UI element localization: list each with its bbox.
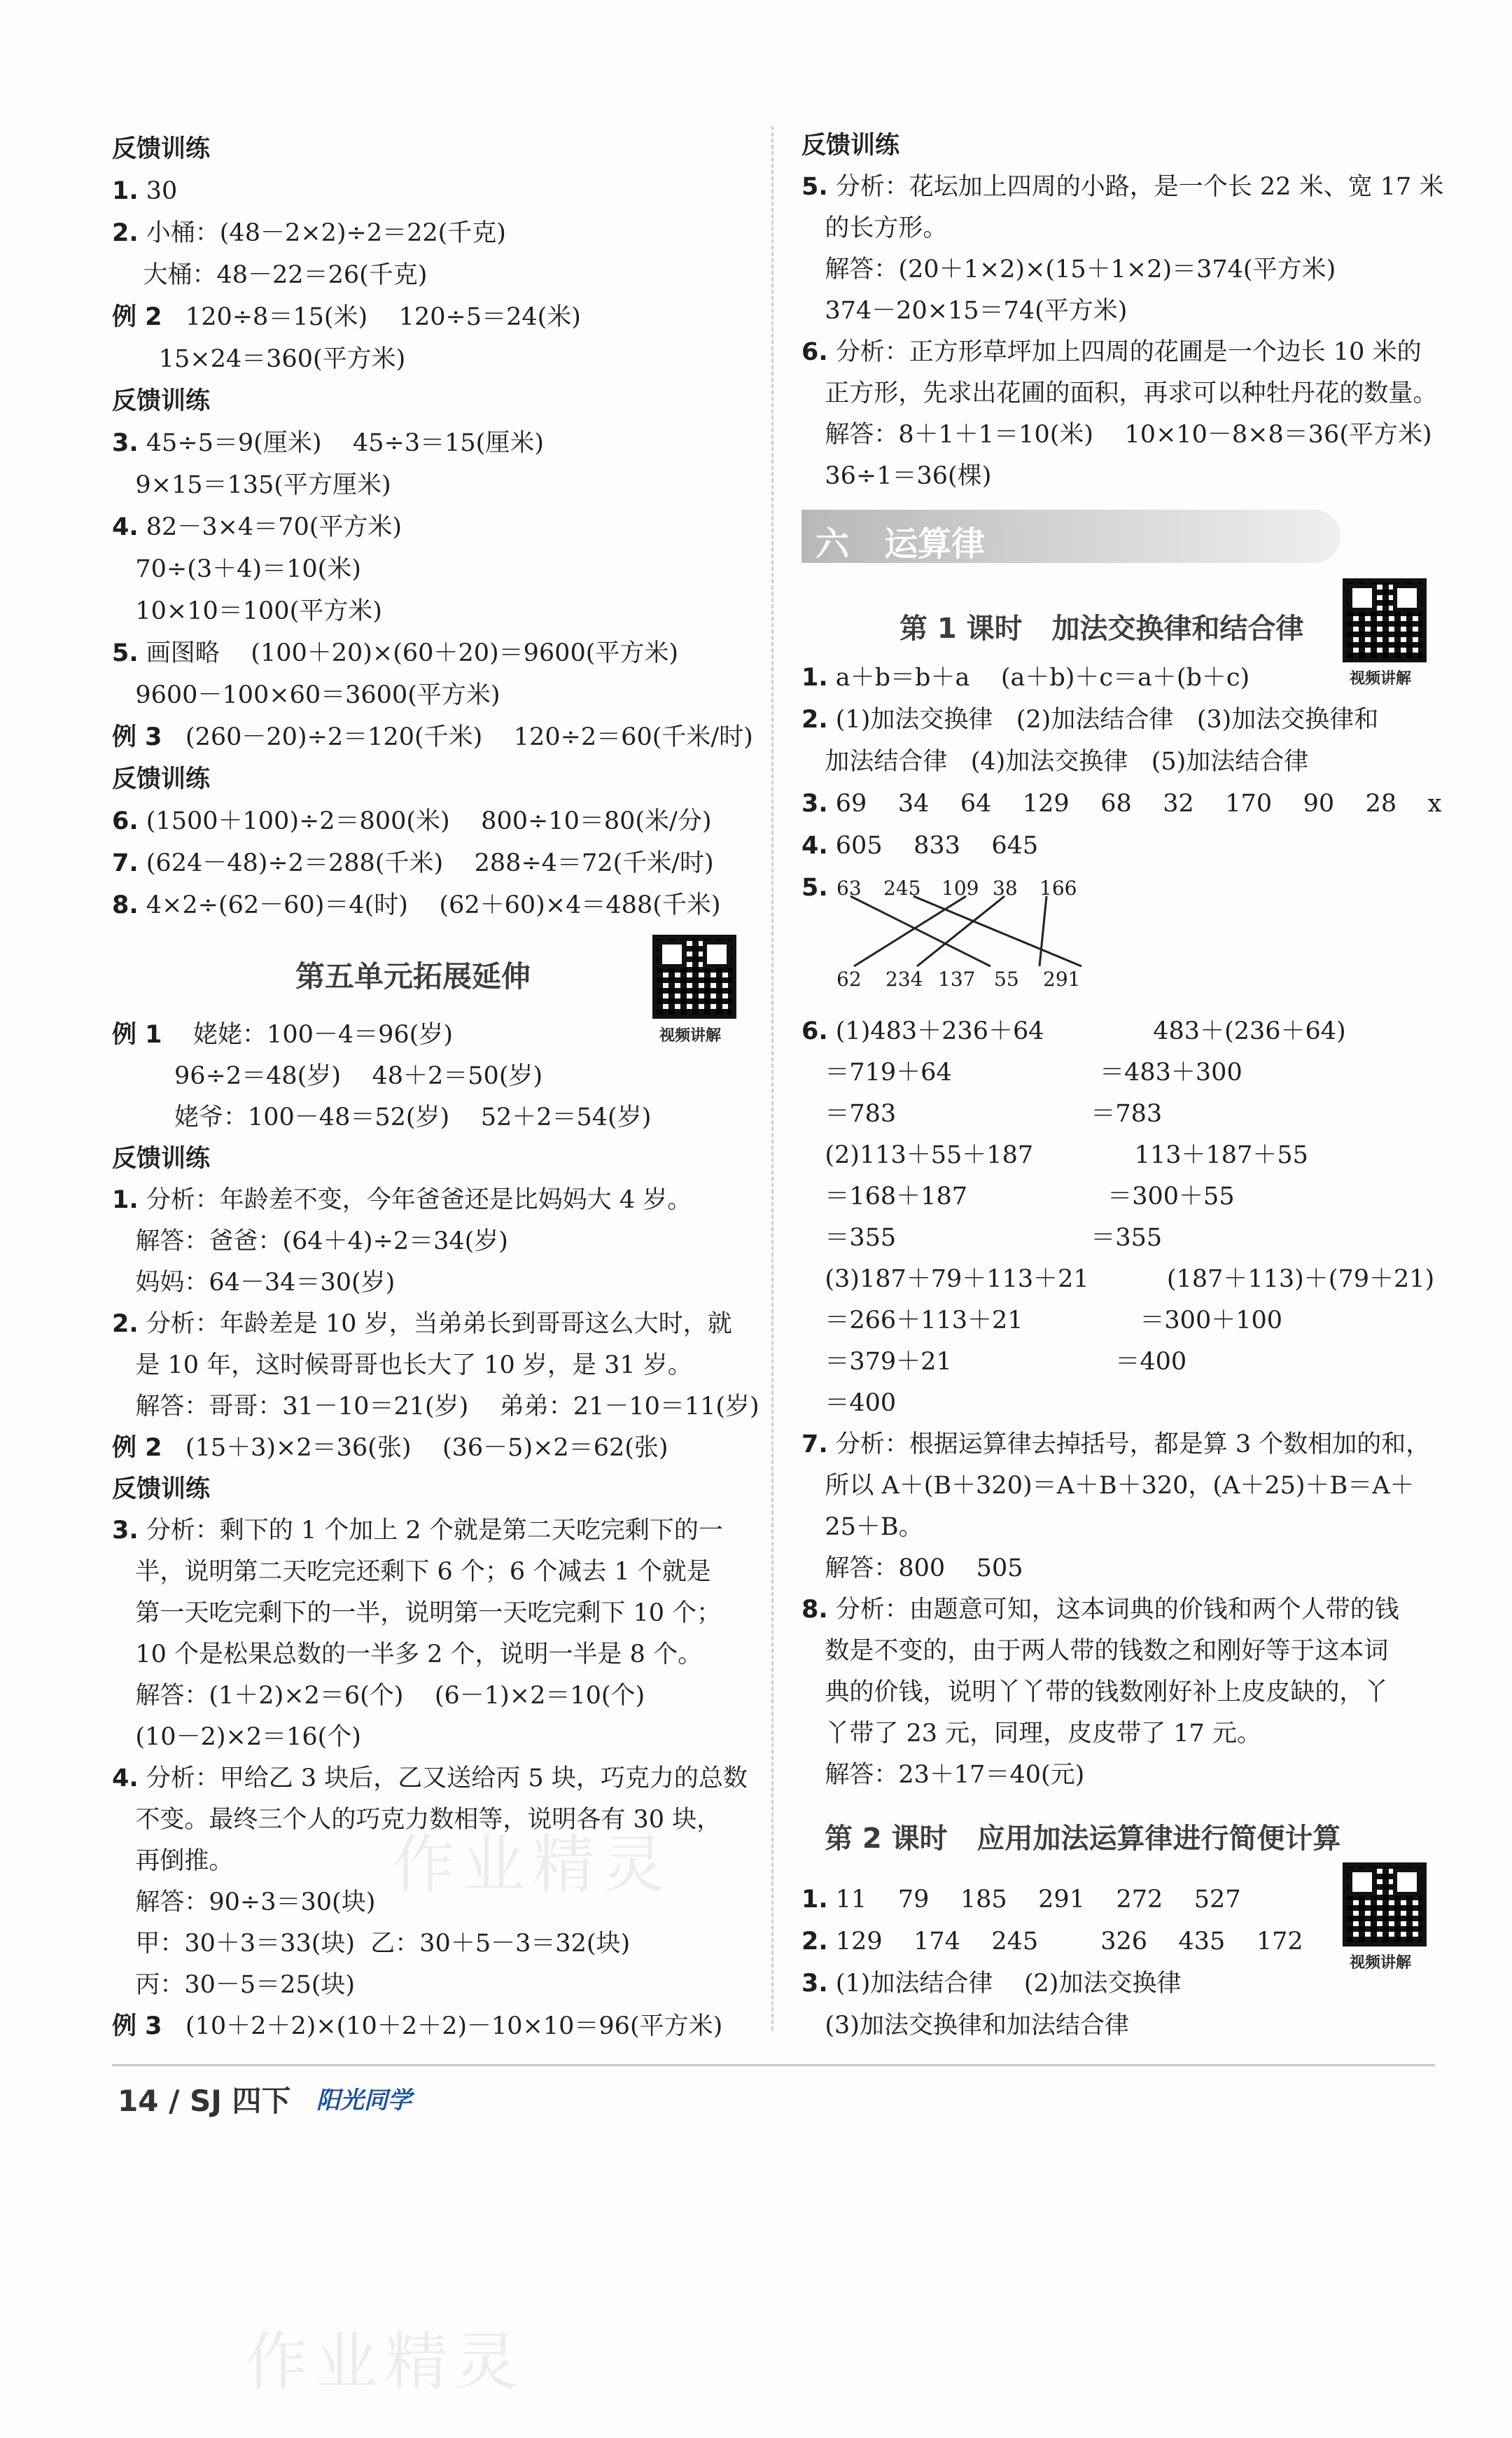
text-line	[112, 259, 427, 291]
text-line	[802, 746, 1308, 778]
text-line	[112, 1969, 355, 2001]
text-line	[802, 704, 1378, 736]
item-number: 8.	[802, 1596, 828, 1624]
item-text: (1500＋100)÷2＝800(米) 800÷10＝80(米/分)	[138, 807, 712, 835]
item-number: 6.	[802, 1017, 828, 1045]
text-line	[802, 1428, 1430, 1461]
text-line	[802, 1676, 1388, 1708]
item-text: 大桶：48－22＝26(千克)	[112, 261, 428, 289]
item-number: 2.	[112, 219, 139, 247]
text-line	[112, 133, 210, 165]
cross-bottom-number: 291	[1043, 968, 1081, 991]
text-line	[112, 427, 544, 459]
item-text: 姥姥：100－4＝96(岁)	[162, 1021, 453, 1049]
text-line	[802, 460, 991, 492]
cross-bottom-number: 234	[886, 968, 923, 991]
item-text: 70÷(3＋4)＝10(米)	[112, 555, 361, 583]
cross-top-number: 166	[1040, 877, 1077, 900]
item-number: 3.	[112, 429, 139, 457]
footer-rule	[112, 2064, 1435, 2066]
text-line	[112, 217, 506, 249]
item-text: 正方形，先求出花圃的面积，再求可以种牡丹花的数量。	[802, 379, 1438, 408]
text-line	[112, 889, 721, 921]
column-divider	[771, 126, 774, 2030]
item-number: 3.	[802, 1970, 828, 1998]
item-text: 第一天吃完剩下的一半，说明第一天吃完剩下 10 个；	[112, 1599, 722, 1627]
qr-code-icon[interactable]	[1343, 578, 1427, 662]
text-line	[802, 1180, 1235, 1213]
text-line	[112, 805, 711, 837]
text-line	[112, 1060, 542, 1092]
item-number: 例 2	[112, 1434, 162, 1462]
item-text: a＋b＝b＋a (a＋b)＋c＝a＋(b＋c)	[827, 664, 1250, 692]
text-line	[112, 679, 500, 711]
section-heading: 反馈训练	[112, 1475, 211, 1503]
item-text: ＝379＋21 ＝400	[802, 1348, 1187, 1376]
item-text: 69 34 64 129 68 32 170 90 28 x	[827, 790, 1442, 818]
cross-bottom-number: 62	[836, 968, 862, 991]
cross-bottom-number: 55	[994, 968, 1019, 991]
item-text: 丙：30－5＝25(块)	[112, 1971, 356, 1999]
item-text: ＝400	[802, 1389, 897, 1417]
text-line	[802, 830, 1038, 862]
item-text: 解答：90÷3＝30(块)	[112, 1888, 376, 1916]
item-text: 甲：30＋3＝33(块) 乙：30＋5－3＝32(块)	[112, 1930, 631, 1958]
item-text: 分析：由题意可知，这本词典的价钱和两个人带的钱	[827, 1596, 1399, 1624]
text-line	[112, 1886, 375, 1918]
item-text: 所以 A＋(B＋320)＝A＋B＋320，(A＋25)＋B＝A＋	[802, 1472, 1415, 1500]
item-number: 3.	[802, 790, 828, 818]
item-number: 5.	[112, 639, 139, 667]
item-text: 姥爷：100－48＝52(岁) 52＋2＝54(岁)	[112, 1103, 652, 1131]
text-line	[112, 1349, 692, 1381]
text-line	[802, 419, 1432, 451]
watermark: 作业精灵	[245, 2325, 525, 2399]
item-text: 82－3×4＝70(平方米)	[138, 513, 402, 541]
item-text: 丫带了 23 元，同理，皮皮带了 17 元。	[802, 1720, 1261, 1748]
item-text: 分析：年龄差是 10 岁，当弟弟长到哥哥这么大时，就	[138, 1310, 732, 1338]
text-line	[112, 595, 382, 627]
brand-logo: 阳光同学	[316, 2087, 412, 2115]
text-line	[802, 1718, 1261, 1750]
item-text: 分析：正方形草坪加上四周的花圃是一个边长 10 米的	[827, 338, 1422, 366]
text-line	[112, 1638, 702, 1671]
item-text: (10－2)×2＝16(个)	[112, 1723, 361, 1751]
text-line	[112, 1473, 210, 1505]
section-heading: 反馈训练	[112, 1145, 211, 1173]
item-text: 小桶：(48－2×2)÷2＝22(千克)	[138, 219, 506, 247]
text-line	[802, 1594, 1399, 1626]
qr-code-icon[interactable]	[1343, 1862, 1427, 1946]
item-text: 10×10＝100(平方米)	[112, 597, 382, 625]
item-number: 6.	[112, 807, 139, 835]
cross-top-number: 109	[941, 877, 979, 900]
text-line	[802, 1883, 1241, 1916]
item-text: 129 174 245 326 435 172	[827, 1928, 1303, 1956]
item-text: 36÷1＝36(棵)	[802, 462, 992, 490]
text-line	[112, 721, 753, 753]
item-number: 4.	[112, 1764, 139, 1792]
text-line	[112, 301, 581, 333]
item-text: ＝783 ＝783	[802, 1100, 1163, 1128]
text-line	[802, 1387, 896, 1419]
text-line	[802, 1925, 1303, 1958]
item-text: 9×15＝135(平方厘米)	[112, 471, 391, 499]
item-text: 解答：哥哥：31－10＝21(岁) 弟弟：21－10＝11(岁)	[112, 1393, 760, 1421]
item-text: 4×2÷(62－60)＝4(时) (62＋60)×4＝488(千米)	[138, 891, 721, 919]
text-line	[112, 1225, 508, 1258]
text-line	[802, 1759, 1084, 1791]
text-line	[112, 1928, 630, 1960]
item-text: (15＋3)×2＝36(张) (36－5)×2＝62(张)	[162, 1434, 668, 1462]
text-line	[112, 1514, 723, 1547]
text-line	[112, 1391, 760, 1423]
text-line	[802, 1222, 1162, 1254]
item-text: 30	[138, 177, 178, 205]
item-number: 2.	[112, 1310, 139, 1338]
item-text: (10＋2＋2)×(10＋2＋2)－10×10＝96(平方米)	[162, 2012, 723, 2040]
text-line	[112, 847, 714, 879]
text-line	[802, 336, 1422, 368]
item-text: 25＋B。	[802, 1513, 923, 1541]
item-text: 解答：(1＋2)×2＝6(个) (6－1)×2＝10(个)	[112, 1682, 645, 1710]
lesson-2-title: 第 2 课时 应用加法运算律进行简便计算	[825, 1823, 1341, 1855]
item-number: 7.	[112, 849, 139, 877]
text-line	[112, 1762, 748, 1795]
text-line	[802, 253, 1336, 286]
text-line	[112, 175, 177, 207]
item-number: 1.	[802, 664, 828, 692]
item-text: 不变。最终三个人的巧克力数相等，说明各有 30 块，	[112, 1806, 722, 1834]
text-line	[802, 377, 1437, 410]
text-line	[802, 1304, 1282, 1337]
item-text: (3)187＋79＋113＋21 (187＋113)＋(79＋21)	[802, 1265, 1435, 1293]
text-line	[802, 1511, 923, 1543]
item-text: 加法结合律 (4)加法交换律 (5)加法结合律	[802, 748, 1309, 776]
text-line	[112, 1845, 233, 1877]
item-text: 解答：800 505	[802, 1554, 1023, 1582]
text-line	[802, 2009, 1129, 2042]
text-line	[112, 1184, 692, 1216]
item-number: 7.	[802, 1430, 828, 1458]
item-number: 例 1	[112, 1021, 162, 1049]
item-number: 6.	[802, 338, 828, 366]
text-line	[112, 1308, 732, 1340]
text-line	[802, 1635, 1388, 1667]
unit-title: 第五单元拓展延伸	[295, 959, 531, 994]
qr-label: 视频讲解	[1350, 1954, 1412, 1972]
text-line	[802, 1552, 1023, 1584]
section-heading: 反馈训练	[112, 765, 211, 793]
item-text: 96÷2＝48(岁) 48＋2＝50(岁)	[112, 1062, 543, 1090]
item-text: ＝719＋64 ＝483＋300	[802, 1059, 1242, 1087]
item-number: 例 3	[112, 2012, 162, 2040]
qr-code-icon[interactable]	[652, 935, 736, 1019]
page-footer: 14 / SJ 四下	[118, 2084, 291, 2118]
section-heading: 反馈训练	[112, 387, 211, 415]
item-text: (260－20)÷2＝120(千米) 120÷2＝60(千米/时)	[162, 723, 753, 751]
item-number: 3.	[112, 1517, 139, 1545]
text-line	[802, 1967, 1181, 2000]
chapter-title: 六 运算律	[816, 524, 986, 564]
item-text: 解答：(20＋1×2)×(15＋1×2)＝374(平方米)	[802, 256, 1336, 284]
cross-bottom-number: 137	[938, 968, 976, 991]
item-text: 374－20×15＝74(平方米)	[802, 297, 1128, 325]
item-text: 分析：剩下的 1 个加上 2 个就是第二天吃完剩下的一	[138, 1517, 723, 1545]
item-text: 分析：根据运算律去掉括号，都是算 3 个数相加的和，	[827, 1430, 1431, 1458]
qr-label: 视频讲解	[659, 1027, 722, 1045]
item-text: (1)加法交换律 (2)加法结合律 (3)加法交换律和	[827, 706, 1379, 734]
text-line	[112, 1143, 210, 1175]
item-text: 解答：23＋17＝40(元)	[802, 1761, 1085, 1789]
text-line	[802, 662, 1250, 694]
item-text: 45÷5＝9(厘米) 45÷3＝15(厘米)	[138, 429, 544, 457]
item-text: 的长方形。	[802, 214, 948, 242]
item-text: 典的价钱，说明丫丫带的钱数刚好补上皮皮缺的，丫	[802, 1678, 1389, 1706]
item-number: 2.	[802, 706, 828, 734]
text-line	[112, 1597, 721, 1629]
cross-top-number: 245	[883, 877, 921, 900]
text-line	[802, 1098, 1162, 1130]
item-number: 5.	[802, 173, 828, 201]
item-text: 11 79 185 291 272 527	[827, 1886, 1241, 1914]
item-number: 1.	[802, 1886, 828, 1914]
item-text: 半，说明第二天吃完还剩下 6 个；6 个减去 1 个就是	[112, 1558, 711, 1586]
item-text: ＝266＋113＋21 ＝300＋100	[802, 1307, 1283, 1335]
text-line	[112, 1019, 453, 1051]
section-heading: 反馈训练	[802, 132, 900, 160]
item-number: 2.	[802, 1928, 828, 1956]
text-line	[802, 1470, 1415, 1502]
item-text: 15×24＝360(平方米)	[112, 345, 406, 373]
section-heading: 反馈训练	[112, 135, 211, 163]
item-text: (624－48)÷2＝288(千米) 288÷4＝72(千米/时)	[138, 849, 714, 877]
item-text: 再倒推。	[112, 1847, 234, 1875]
item-number: 例 2	[112, 303, 162, 331]
text-line	[802, 295, 1127, 327]
text-line	[802, 130, 899, 162]
item-text: 9600－100×60＝3600(平方米)	[112, 681, 500, 709]
lesson-1-title: 第 1 课时 加法交换律和结合律	[899, 613, 1304, 645]
text-line	[112, 1267, 395, 1299]
item-text: (3)加法交换律和加法结合律	[802, 2012, 1129, 2040]
item-text: ＝168＋187 ＝300＋55	[802, 1183, 1235, 1211]
text-line	[112, 1680, 645, 1712]
item-number: 5.	[802, 874, 828, 902]
item-text: 10 个是松果总数的一半多 2 个，说明一半是 8 个。	[112, 1641, 703, 1669]
text-line	[112, 1432, 668, 1464]
item-text: ＝355 ＝355	[802, 1224, 1163, 1252]
text-line	[112, 1721, 361, 1753]
item-text: 120÷8＝15(米) 120÷5＝24(米)	[162, 303, 581, 331]
text-line	[112, 553, 361, 585]
item-number: 4.	[802, 832, 828, 860]
qr-label: 视频讲解	[1350, 670, 1412, 688]
cross-top-number: 38	[993, 877, 1018, 900]
text-line	[802, 1139, 1308, 1171]
item-text: 是 10 年，这时候哥哥也长大了 10 岁，是 31 岁。	[112, 1351, 692, 1379]
text-line	[802, 1015, 1346, 1047]
item-text: 妈妈：64－34＝30(岁)	[112, 1269, 396, 1297]
item-text: 解答：8＋1＋1＝10(米) 10×10－8×8＝36(平方米)	[802, 421, 1432, 449]
item-text: 分析：年龄差不变，今年爸爸还是比妈妈大 4 岁。	[138, 1186, 692, 1214]
cross-top-number: 63	[836, 877, 862, 900]
item-text: (2)113＋55＋187 113＋187＋55	[802, 1141, 1308, 1169]
item-text: 画图略 (100＋20)×(60＋20)＝9600(平方米)	[138, 639, 679, 667]
text-line	[802, 872, 828, 904]
text-line	[112, 469, 391, 501]
text-line	[802, 171, 1443, 203]
item-number: 例 3	[112, 723, 162, 751]
text-line	[112, 1101, 651, 1134]
item-text: 解答：爸爸：(64＋4)÷2＝34(岁)	[112, 1227, 508, 1255]
item-text: 数是不变的，由于两人带的钱数之和刚好等于这本词	[802, 1637, 1389, 1665]
item-text: 分析：花坛加上四周的小路，是一个长 22 米、宽 17 米	[827, 173, 1444, 201]
text-line	[112, 511, 402, 543]
text-line	[802, 788, 1441, 820]
item-number: 1.	[112, 177, 139, 205]
text-line	[112, 385, 210, 417]
text-line	[112, 343, 405, 375]
item-text: (1)483＋236＋64 483＋(236＋64)	[827, 1017, 1346, 1045]
text-line	[802, 212, 947, 244]
item-number: 8.	[112, 891, 139, 919]
text-line	[802, 1263, 1434, 1295]
item-number: 4.	[112, 513, 139, 541]
item-text: (1)加法结合律 (2)加法交换律	[827, 1970, 1182, 1998]
item-number: 1.	[112, 1186, 139, 1214]
item-text: 605 833 645	[827, 832, 1039, 860]
watermark: 作业精灵	[392, 1828, 672, 1902]
text-line	[112, 2010, 722, 2042]
text-line	[802, 1057, 1242, 1089]
text-line	[112, 637, 678, 669]
text-line	[112, 1556, 711, 1588]
item-text: 分析：甲给乙 3 块后，乙又送给丙 5 块，巧克力的总数	[138, 1764, 748, 1792]
text-line	[112, 763, 210, 795]
text-line	[802, 1346, 1186, 1378]
